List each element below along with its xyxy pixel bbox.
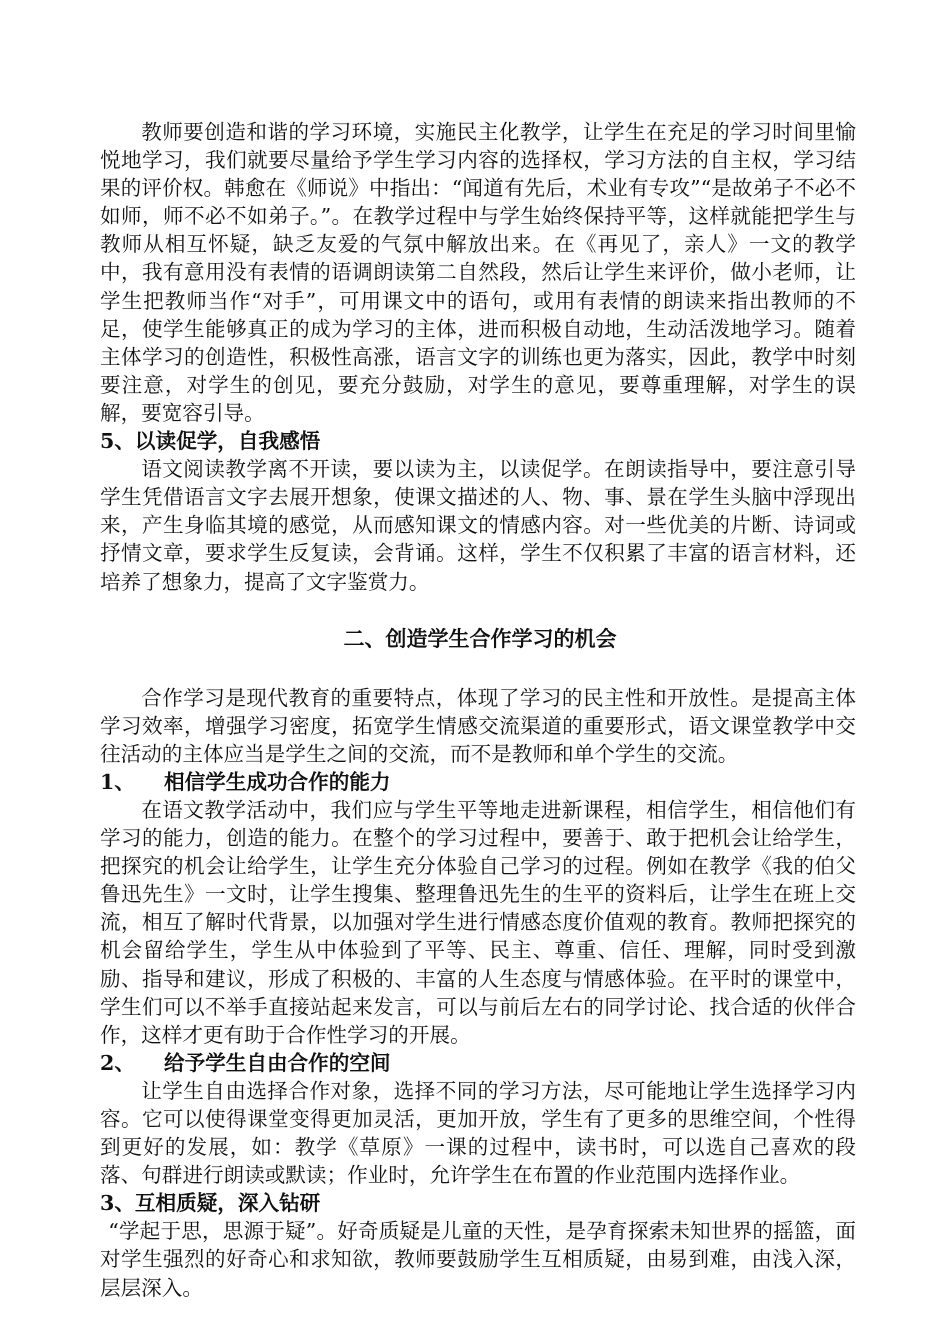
subheading-2-text: 给予学生自由合作的空间 xyxy=(164,1050,391,1075)
subheading-2-number: 2、 xyxy=(100,1050,135,1075)
document-body xyxy=(100,118,856,1302)
sub2-paragraph: 让学生自由选择合作对象，选择不同的学习方法，尽可能地让学生选择学习内容。它可以使得课堂变得更加灵活，更加开放，学生有了更多的思维空间，个性得到更好的发展，如：教学《草原》一课的过程中，读书时，可以选自己喜欢的段落、句群进行朗读或默读；作业时，允许学生在布置的作业范围内选择作业。 xyxy=(100,1078,856,1188)
subheading-1-number: 1、 xyxy=(100,769,135,794)
section5-paragraph: 语文阅读教学离不开读，要以读为主，以读促学。在朗读指导中，要注意引导学生凭借语言文字去展开想象，使课文描述的人、物、事、景在学生头脑中浮现出来，产生身临其境的感觉，从而感知课文的情感内容。对一些优美的片断、诗词或抒情文章，要求学生反复读，会背诵。这样，学生不仅积累了丰富的语言材料，还培养了想象力，提高了文字鉴赏力。 xyxy=(100,457,856,594)
chapter-heading-2: 二、创造学生合作学习的机会 xyxy=(343,625,617,651)
intro-paragraph: 教师要创造和谐的学习环境，实施民主化教学，让学生在充足的学习时间里愉悦地学习，我们就要尽量给予学生学习内容的选择权，学习方法的自主权，学习结果的评价权。韩愈在《师说》中指出：“闻道有先后，术业有专攻”“是故弟子不必不如师，师不必不如弟子。”。在教学过程中与学生始终保持平等，这样就能把学生与教师从相互怀疑，缺乏友爱的气氛中解放出来。在《再见了，亲人》一文的教学中，我有意用没有表情的语调朗读第二自然段，然后让学生来评价，做小老师，让学生把教师当作“对手”，可用课文中的语句，或用有表情的朗读来指出教师的不足，使学生能够真正的成为学习的主体，进而积极自动地，生动活泼地学习。随着主体学习的创造性，积极性高涨，语言文字的训练也更为落实，因此，教学中时刻要注意，对学生的创见，要充分鼓励，对学生的意见，要尊重理解，对学生的误解，要宽容引导。 xyxy=(100,120,856,425)
subheading-2 xyxy=(100,1049,856,1077)
sub3-paragraph: “学起于思，思源于疑”。好奇质疑是儿童的天性，是孕育探索未知世界的摇篮，面对学生强烈的好奇心和求知欲，教师要鼓励学生互相质疑，由易到难，由浅入深，层层深入。 xyxy=(100,1219,856,1300)
section-heading-5: 5、以读促学，自我感悟 xyxy=(100,429,321,454)
chapter2-intro-paragraph: 合作学习是现代教育的重要特点，体现了学习的民主性和开放性。是提高主体学习效率，增强学习密度，拓宽学生情感交流渠道的重要形式，语文课堂教学中交往活动的主体应当是学生之间的交流，而不是教师和单个学生的交流。 xyxy=(100,685,856,766)
sub1-paragraph: 在语文教学活动中，我们应与学生平等地走进新课程，相信学生，相信他们有学习的能力，创造的能力。在整个的学习过程中，要善于、敢于把机会让给学生，把探究的机会让给学生，让学生充分体验自己学习的过程。例如在教学《我的伯父鲁迅先生》一文时，让学生搜集、整理鲁迅先生的生平的资料后，让学生在班上交流，相互了解时代背景，以加强对学生进行情感态度价值观的教育。教师把探究的机会留给学生，学生从中体验到了平等、民主、尊重、信任、理解，同时受到激励、指导和建议，形成了积极的、丰富的人生态度与情感体验。在平时的课堂中，学生们可以不举手直接站起来发言，可以与前后左右的同学讨论、找合适的伙伴合作，这样才更有助于合作性学习的开展。 xyxy=(100,797,856,1047)
section-heading-3: 3、互相质疑，深入钻研 xyxy=(100,1191,321,1216)
subheading-1-text: 相信学生成功合作的能力 xyxy=(164,769,391,794)
subheading-1 xyxy=(100,768,856,796)
